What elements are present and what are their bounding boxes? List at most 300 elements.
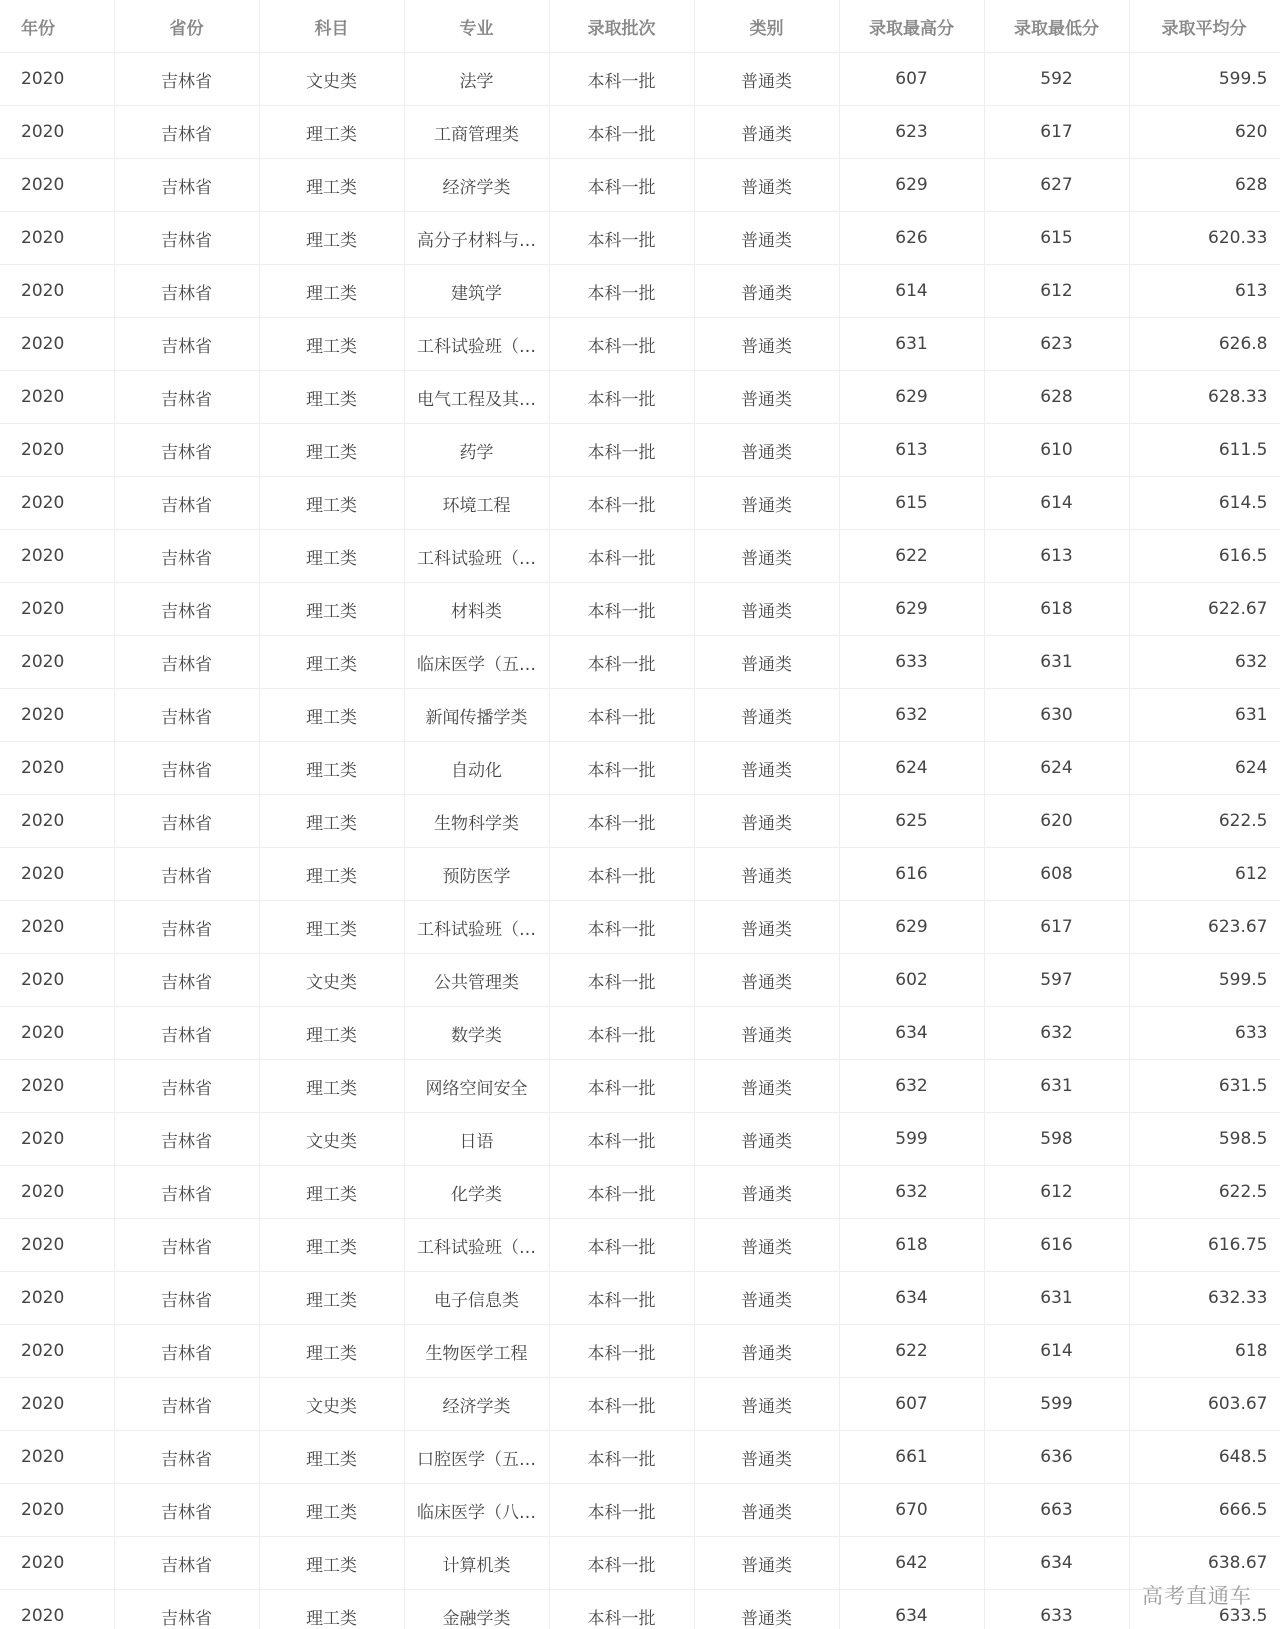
cell-min-score: 632 bbox=[984, 1007, 1129, 1060]
cell-avg-score: 666.5 bbox=[1129, 1484, 1280, 1537]
cell-year: 2020 bbox=[0, 530, 114, 583]
cell-province: 吉林省 bbox=[114, 1219, 259, 1272]
cell-type: 普通类 bbox=[694, 1431, 839, 1484]
cell-avg-score: 620.33 bbox=[1129, 212, 1280, 265]
cell-year: 2020 bbox=[0, 901, 114, 954]
cell-min-score: 631 bbox=[984, 636, 1129, 689]
table-row[interactable] bbox=[0, 795, 1280, 848]
cell-province: 吉林省 bbox=[114, 636, 259, 689]
cell-max-score: 599 bbox=[839, 1113, 984, 1166]
cell-type: 普通类 bbox=[694, 53, 839, 106]
cell-avg-score: 628.33 bbox=[1129, 371, 1280, 424]
cell-batch: 本科一批 bbox=[549, 795, 694, 848]
cell-avg-score: 648.5 bbox=[1129, 1431, 1280, 1484]
cell-min-score: 613 bbox=[984, 530, 1129, 583]
cell-avg-score: 626.8 bbox=[1129, 318, 1280, 371]
cell-min-score: 599 bbox=[984, 1378, 1129, 1431]
cell-subject: 理工类 bbox=[259, 583, 404, 636]
column-header-year[interactable]: 年份 bbox=[0, 0, 114, 53]
cell-province: 吉林省 bbox=[114, 1325, 259, 1378]
cell-min-score: 614 bbox=[984, 1325, 1129, 1378]
cell-subject: 理工类 bbox=[259, 212, 404, 265]
cell-avg-score: 613 bbox=[1129, 265, 1280, 318]
table-row[interactable] bbox=[0, 424, 1280, 477]
cell-min-score: 618 bbox=[984, 583, 1129, 636]
cell-year: 2020 bbox=[0, 1166, 114, 1219]
cell-batch: 本科一批 bbox=[549, 1590, 694, 1629]
table-row[interactable] bbox=[0, 1590, 1280, 1629]
column-header-province[interactable]: 省份 bbox=[114, 0, 259, 53]
cell-min-score: 597 bbox=[984, 954, 1129, 1007]
cell-major: 材料类 bbox=[404, 583, 549, 636]
cell-province: 吉林省 bbox=[114, 1484, 259, 1537]
cell-min-score: 630 bbox=[984, 689, 1129, 742]
table-row[interactable] bbox=[0, 1537, 1280, 1590]
column-header-major[interactable]: 专业 bbox=[404, 0, 549, 53]
cell-year: 2020 bbox=[0, 371, 114, 424]
cell-subject: 理工类 bbox=[259, 1484, 404, 1537]
cell-subject: 理工类 bbox=[259, 636, 404, 689]
cell-subject: 理工类 bbox=[259, 1060, 404, 1113]
cell-subject: 理工类 bbox=[259, 424, 404, 477]
cell-year: 2020 bbox=[0, 742, 114, 795]
cell-major: 法学 bbox=[404, 53, 549, 106]
cell-type: 普通类 bbox=[694, 795, 839, 848]
cell-type: 普通类 bbox=[694, 318, 839, 371]
cell-batch: 本科一批 bbox=[549, 1272, 694, 1325]
cell-subject: 理工类 bbox=[259, 530, 404, 583]
cell-province: 吉林省 bbox=[114, 954, 259, 1007]
cell-year: 2020 bbox=[0, 1484, 114, 1537]
cell-batch: 本科一批 bbox=[549, 1166, 694, 1219]
cell-province: 吉林省 bbox=[114, 795, 259, 848]
cell-avg-score: 599.5 bbox=[1129, 53, 1280, 106]
cell-major: 日语 bbox=[404, 1113, 549, 1166]
cell-batch: 本科一批 bbox=[549, 1484, 694, 1537]
cell-subject: 理工类 bbox=[259, 1007, 404, 1060]
column-header-subject[interactable]: 科目 bbox=[259, 0, 404, 53]
cell-min-score: 617 bbox=[984, 106, 1129, 159]
table-row[interactable] bbox=[0, 689, 1280, 742]
cell-batch: 本科一批 bbox=[549, 424, 694, 477]
cell-min-score: 628 bbox=[984, 371, 1129, 424]
cell-year: 2020 bbox=[0, 1590, 114, 1629]
cell-avg-score: 603.67 bbox=[1129, 1378, 1280, 1431]
cell-batch: 本科一批 bbox=[549, 1325, 694, 1378]
cell-avg-score: 612 bbox=[1129, 848, 1280, 901]
cell-avg-score: 620 bbox=[1129, 106, 1280, 159]
cell-batch: 本科一批 bbox=[549, 848, 694, 901]
cell-year: 2020 bbox=[0, 1219, 114, 1272]
cell-major: 经济学类 bbox=[404, 1378, 549, 1431]
cell-year: 2020 bbox=[0, 159, 114, 212]
cell-major: 临床医学（八… bbox=[404, 1484, 549, 1537]
cell-province: 吉林省 bbox=[114, 159, 259, 212]
cell-batch: 本科一批 bbox=[549, 1378, 694, 1431]
cell-max-score: 632 bbox=[839, 1166, 984, 1219]
cell-batch: 本科一批 bbox=[549, 371, 694, 424]
cell-batch: 本科一批 bbox=[549, 742, 694, 795]
cell-max-score: 670 bbox=[839, 1484, 984, 1537]
cell-avg-score: 611.5 bbox=[1129, 424, 1280, 477]
cell-min-score: 636 bbox=[984, 1431, 1129, 1484]
cell-major: 建筑学 bbox=[404, 265, 549, 318]
cell-type: 普通类 bbox=[694, 1219, 839, 1272]
cell-type: 普通类 bbox=[694, 1590, 839, 1629]
cell-province: 吉林省 bbox=[114, 901, 259, 954]
cell-subject: 理工类 bbox=[259, 1272, 404, 1325]
cell-type: 普通类 bbox=[694, 742, 839, 795]
cell-subject: 理工类 bbox=[259, 159, 404, 212]
cell-subject: 文史类 bbox=[259, 1378, 404, 1431]
cell-min-score: 614 bbox=[984, 477, 1129, 530]
cell-type: 普通类 bbox=[694, 477, 839, 530]
cell-type: 普通类 bbox=[694, 689, 839, 742]
cell-type: 普通类 bbox=[694, 954, 839, 1007]
cell-max-score: 607 bbox=[839, 1378, 984, 1431]
cell-batch: 本科一批 bbox=[549, 106, 694, 159]
cell-major: 生物科学类 bbox=[404, 795, 549, 848]
cell-major: 公共管理类 bbox=[404, 954, 549, 1007]
cell-major: 工科试验班（… bbox=[404, 901, 549, 954]
cell-min-score: 620 bbox=[984, 795, 1129, 848]
cell-major: 临床医学（五… bbox=[404, 636, 549, 689]
cell-major: 化学类 bbox=[404, 1166, 549, 1219]
cell-subject: 理工类 bbox=[259, 1537, 404, 1590]
cell-subject: 理工类 bbox=[259, 689, 404, 742]
cell-year: 2020 bbox=[0, 106, 114, 159]
cell-major: 金融学类 bbox=[404, 1590, 549, 1629]
cell-province: 吉林省 bbox=[114, 1378, 259, 1431]
cell-avg-score: 622.67 bbox=[1129, 583, 1280, 636]
cell-avg-score: 598.5 bbox=[1129, 1113, 1280, 1166]
cell-batch: 本科一批 bbox=[549, 901, 694, 954]
cell-major: 电子信息类 bbox=[404, 1272, 549, 1325]
cell-batch: 本科一批 bbox=[549, 159, 694, 212]
cell-province: 吉林省 bbox=[114, 265, 259, 318]
table-row[interactable] bbox=[0, 530, 1280, 583]
cell-max-score: 633 bbox=[839, 636, 984, 689]
cell-year: 2020 bbox=[0, 477, 114, 530]
table-row[interactable] bbox=[0, 477, 1280, 530]
cell-type: 普通类 bbox=[694, 159, 839, 212]
cell-max-score: 632 bbox=[839, 689, 984, 742]
cell-year: 2020 bbox=[0, 1007, 114, 1060]
cell-avg-score: 631 bbox=[1129, 689, 1280, 742]
table-row[interactable] bbox=[0, 106, 1280, 159]
cell-max-score: 632 bbox=[839, 1060, 984, 1113]
cell-batch: 本科一批 bbox=[549, 583, 694, 636]
cell-max-score: 615 bbox=[839, 477, 984, 530]
cell-subject: 理工类 bbox=[259, 1166, 404, 1219]
cell-min-score: 608 bbox=[984, 848, 1129, 901]
cell-batch: 本科一批 bbox=[549, 530, 694, 583]
cell-subject: 理工类 bbox=[259, 1219, 404, 1272]
cell-type: 普通类 bbox=[694, 106, 839, 159]
cell-year: 2020 bbox=[0, 1378, 114, 1431]
column-header-min-score[interactable]: 录取最低分 bbox=[984, 0, 1129, 53]
cell-province: 吉林省 bbox=[114, 1590, 259, 1629]
table-row[interactable] bbox=[0, 583, 1280, 636]
cell-avg-score: 616.5 bbox=[1129, 530, 1280, 583]
cell-year: 2020 bbox=[0, 53, 114, 106]
cell-subject: 理工类 bbox=[259, 848, 404, 901]
cell-min-score: 663 bbox=[984, 1484, 1129, 1537]
cell-max-score: 629 bbox=[839, 901, 984, 954]
cell-max-score: 618 bbox=[839, 1219, 984, 1272]
table-row[interactable] bbox=[0, 1060, 1280, 1113]
cell-year: 2020 bbox=[0, 1060, 114, 1113]
cell-province: 吉林省 bbox=[114, 371, 259, 424]
cell-avg-score: 628 bbox=[1129, 159, 1280, 212]
cell-max-score: 622 bbox=[839, 1325, 984, 1378]
cell-type: 普通类 bbox=[694, 901, 839, 954]
cell-min-score: 631 bbox=[984, 1272, 1129, 1325]
cell-year: 2020 bbox=[0, 1272, 114, 1325]
cell-province: 吉林省 bbox=[114, 1007, 259, 1060]
cell-province: 吉林省 bbox=[114, 1113, 259, 1166]
cell-avg-score: 633.5 bbox=[1129, 1590, 1280, 1629]
cell-province: 吉林省 bbox=[114, 742, 259, 795]
cell-province: 吉林省 bbox=[114, 1537, 259, 1590]
table-row[interactable] bbox=[0, 742, 1280, 795]
table-row[interactable] bbox=[0, 1007, 1280, 1060]
cell-max-score: 623 bbox=[839, 106, 984, 159]
cell-min-score: 612 bbox=[984, 265, 1129, 318]
cell-type: 普通类 bbox=[694, 265, 839, 318]
cell-subject: 理工类 bbox=[259, 371, 404, 424]
cell-avg-score: 623.67 bbox=[1129, 901, 1280, 954]
cell-max-score: 634 bbox=[839, 1007, 984, 1060]
cell-province: 吉林省 bbox=[114, 318, 259, 371]
cell-max-score: 607 bbox=[839, 53, 984, 106]
cell-min-score: 627 bbox=[984, 159, 1129, 212]
cell-major: 工商管理类 bbox=[404, 106, 549, 159]
cell-subject: 理工类 bbox=[259, 1325, 404, 1378]
cell-subject: 文史类 bbox=[259, 1113, 404, 1166]
cell-batch: 本科一批 bbox=[549, 212, 694, 265]
cell-province: 吉林省 bbox=[114, 689, 259, 742]
table-row[interactable] bbox=[0, 636, 1280, 689]
cell-batch: 本科一批 bbox=[549, 1431, 694, 1484]
cell-type: 普通类 bbox=[694, 1325, 839, 1378]
table-row[interactable] bbox=[0, 1113, 1280, 1166]
cell-major: 电气工程及其… bbox=[404, 371, 549, 424]
cell-batch: 本科一批 bbox=[549, 318, 694, 371]
cell-avg-score: 599.5 bbox=[1129, 954, 1280, 1007]
cell-year: 2020 bbox=[0, 424, 114, 477]
table-row[interactable] bbox=[0, 53, 1280, 106]
cell-subject: 理工类 bbox=[259, 1431, 404, 1484]
cell-min-score: 634 bbox=[984, 1537, 1129, 1590]
cell-major: 生物医学工程 bbox=[404, 1325, 549, 1378]
cell-province: 吉林省 bbox=[114, 530, 259, 583]
table-row[interactable] bbox=[0, 159, 1280, 212]
table-row[interactable] bbox=[0, 265, 1280, 318]
cell-avg-score: 631.5 bbox=[1129, 1060, 1280, 1113]
cell-avg-score: 624 bbox=[1129, 742, 1280, 795]
cell-avg-score: 633 bbox=[1129, 1007, 1280, 1060]
cell-max-score: 634 bbox=[839, 1590, 984, 1629]
header-row bbox=[0, 0, 1280, 53]
cell-avg-score: 618 bbox=[1129, 1325, 1280, 1378]
cell-batch: 本科一批 bbox=[549, 689, 694, 742]
table-header bbox=[0, 0, 1280, 53]
cell-major: 工科试验班（… bbox=[404, 530, 549, 583]
cell-avg-score: 616.75 bbox=[1129, 1219, 1280, 1272]
cell-province: 吉林省 bbox=[114, 1272, 259, 1325]
cell-year: 2020 bbox=[0, 1431, 114, 1484]
cell-province: 吉林省 bbox=[114, 424, 259, 477]
cell-subject: 理工类 bbox=[259, 318, 404, 371]
cell-major: 药学 bbox=[404, 424, 549, 477]
cell-major: 预防医学 bbox=[404, 848, 549, 901]
cell-avg-score: 632 bbox=[1129, 636, 1280, 689]
cell-subject: 文史类 bbox=[259, 954, 404, 1007]
cell-province: 吉林省 bbox=[114, 1060, 259, 1113]
table-row[interactable] bbox=[0, 1484, 1280, 1537]
cell-type: 普通类 bbox=[694, 1378, 839, 1431]
table-row[interactable] bbox=[0, 1325, 1280, 1378]
cell-min-score: 615 bbox=[984, 212, 1129, 265]
table-row[interactable] bbox=[0, 848, 1280, 901]
cell-subject: 文史类 bbox=[259, 53, 404, 106]
table-row[interactable] bbox=[0, 1272, 1280, 1325]
cell-batch: 本科一批 bbox=[549, 477, 694, 530]
cell-major: 自动化 bbox=[404, 742, 549, 795]
cell-min-score: 598 bbox=[984, 1113, 1129, 1166]
cell-subject: 理工类 bbox=[259, 106, 404, 159]
cell-max-score: 622 bbox=[839, 530, 984, 583]
column-header-max-score[interactable]: 录取最高分 bbox=[839, 0, 984, 53]
cell-min-score: 592 bbox=[984, 53, 1129, 106]
cell-avg-score: 632.33 bbox=[1129, 1272, 1280, 1325]
cell-subject: 理工类 bbox=[259, 265, 404, 318]
cell-batch: 本科一批 bbox=[549, 1113, 694, 1166]
cell-type: 普通类 bbox=[694, 530, 839, 583]
cell-major: 计算机类 bbox=[404, 1537, 549, 1590]
cell-province: 吉林省 bbox=[114, 1431, 259, 1484]
cell-subject: 理工类 bbox=[259, 795, 404, 848]
cell-avg-score: 622.5 bbox=[1129, 1166, 1280, 1219]
cell-type: 普通类 bbox=[694, 848, 839, 901]
cell-max-score: 625 bbox=[839, 795, 984, 848]
cell-subject: 理工类 bbox=[259, 901, 404, 954]
table-row[interactable] bbox=[0, 901, 1280, 954]
cell-major: 口腔医学（五… bbox=[404, 1431, 549, 1484]
cell-max-score: 642 bbox=[839, 1537, 984, 1590]
column-header-avg-score[interactable]: 录取平均分 bbox=[1129, 0, 1280, 53]
table-row[interactable] bbox=[0, 1166, 1280, 1219]
cell-year: 2020 bbox=[0, 265, 114, 318]
cell-batch: 本科一批 bbox=[549, 1060, 694, 1113]
cell-year: 2020 bbox=[0, 795, 114, 848]
cell-max-score: 629 bbox=[839, 583, 984, 636]
table-row[interactable] bbox=[0, 318, 1280, 371]
cell-type: 普通类 bbox=[694, 1060, 839, 1113]
cell-max-score: 602 bbox=[839, 954, 984, 1007]
table-row[interactable] bbox=[0, 371, 1280, 424]
cell-type: 普通类 bbox=[694, 424, 839, 477]
cell-batch: 本科一批 bbox=[549, 1219, 694, 1272]
cell-type: 普通类 bbox=[694, 1272, 839, 1325]
cell-batch: 本科一批 bbox=[549, 954, 694, 1007]
cell-major: 数学类 bbox=[404, 1007, 549, 1060]
cell-batch: 本科一批 bbox=[549, 1537, 694, 1590]
cell-max-score: 613 bbox=[839, 424, 984, 477]
cell-province: 吉林省 bbox=[114, 106, 259, 159]
cell-year: 2020 bbox=[0, 1537, 114, 1590]
cell-year: 2020 bbox=[0, 689, 114, 742]
cell-max-score: 629 bbox=[839, 159, 984, 212]
cell-min-score: 623 bbox=[984, 318, 1129, 371]
cell-max-score: 634 bbox=[839, 1272, 984, 1325]
cell-province: 吉林省 bbox=[114, 848, 259, 901]
cell-min-score: 612 bbox=[984, 1166, 1129, 1219]
cell-major: 工科试验班（… bbox=[404, 318, 549, 371]
cell-major: 新闻传播学类 bbox=[404, 689, 549, 742]
cell-batch: 本科一批 bbox=[549, 53, 694, 106]
cell-province: 吉林省 bbox=[114, 583, 259, 636]
cell-batch: 本科一批 bbox=[549, 265, 694, 318]
column-header-batch[interactable]: 录取批次 bbox=[549, 0, 694, 53]
cell-avg-score: 638.67 bbox=[1129, 1537, 1280, 1590]
cell-max-score: 624 bbox=[839, 742, 984, 795]
table-body bbox=[0, 53, 1280, 1629]
cell-min-score: 624 bbox=[984, 742, 1129, 795]
cell-min-score: 631 bbox=[984, 1060, 1129, 1113]
cell-type: 普通类 bbox=[694, 583, 839, 636]
cell-province: 吉林省 bbox=[114, 1166, 259, 1219]
cell-avg-score: 614.5 bbox=[1129, 477, 1280, 530]
cell-max-score: 614 bbox=[839, 265, 984, 318]
cell-type: 普通类 bbox=[694, 1166, 839, 1219]
cell-major: 环境工程 bbox=[404, 477, 549, 530]
cell-batch: 本科一批 bbox=[549, 1007, 694, 1060]
cell-province: 吉林省 bbox=[114, 53, 259, 106]
cell-min-score: 610 bbox=[984, 424, 1129, 477]
cell-type: 普通类 bbox=[694, 1007, 839, 1060]
cell-min-score: 617 bbox=[984, 901, 1129, 954]
cell-major: 经济学类 bbox=[404, 159, 549, 212]
cell-max-score: 631 bbox=[839, 318, 984, 371]
table-row[interactable] bbox=[0, 1378, 1280, 1431]
cell-year: 2020 bbox=[0, 1325, 114, 1378]
table-row[interactable] bbox=[0, 212, 1280, 265]
cell-subject: 理工类 bbox=[259, 1590, 404, 1629]
cell-province: 吉林省 bbox=[114, 477, 259, 530]
cell-type: 普通类 bbox=[694, 1537, 839, 1590]
cell-type: 普通类 bbox=[694, 371, 839, 424]
watermark-text: 高考直通车 bbox=[1142, 1584, 1252, 1608]
cell-major: 网络空间安全 bbox=[404, 1060, 549, 1113]
table-row[interactable] bbox=[0, 1431, 1280, 1484]
column-header-type[interactable]: 类别 bbox=[694, 0, 839, 53]
cell-year: 2020 bbox=[0, 636, 114, 689]
cell-year: 2020 bbox=[0, 1113, 114, 1166]
cell-type: 普通类 bbox=[694, 636, 839, 689]
cell-min-score: 633 bbox=[984, 1590, 1129, 1629]
cell-year: 2020 bbox=[0, 583, 114, 636]
table-row[interactable] bbox=[0, 954, 1280, 1007]
table-row[interactable] bbox=[0, 1219, 1280, 1272]
cell-year: 2020 bbox=[0, 954, 114, 1007]
cell-year: 2020 bbox=[0, 848, 114, 901]
cell-batch: 本科一批 bbox=[549, 636, 694, 689]
cell-min-score: 616 bbox=[984, 1219, 1129, 1272]
cell-major: 工科试验班（… bbox=[404, 1219, 549, 1272]
cell-major: 高分子材料与… bbox=[404, 212, 549, 265]
